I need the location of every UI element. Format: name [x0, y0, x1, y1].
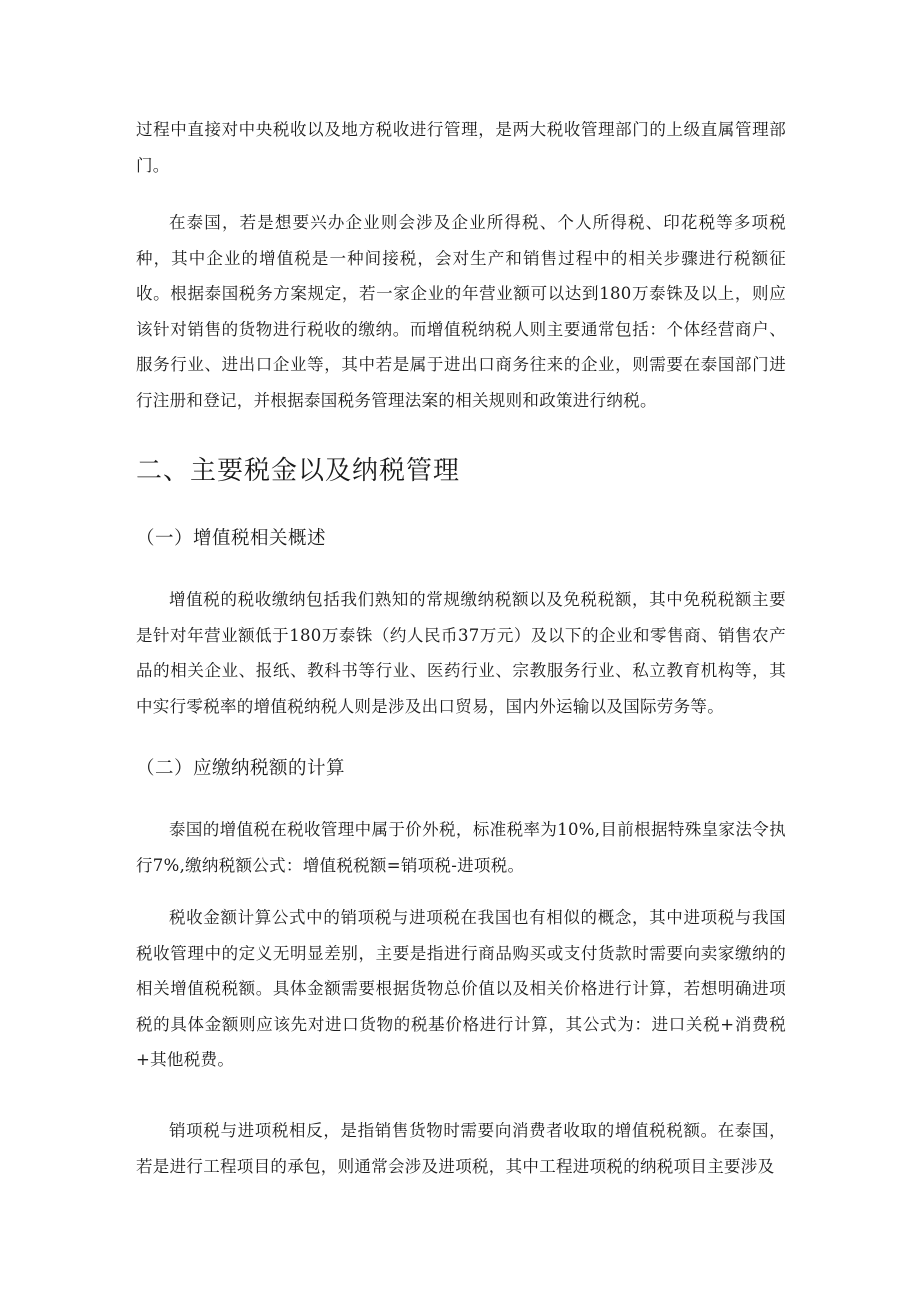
- paragraph-thailand-taxes: 在泰国，若是想要兴办企业则会涉及企业所得税、个人所得税、印花税等多项税种，其中企业的增值税是一种间接税，会对生产和销售过程中的相关步骤进行税额征收。根据泰国税务方案规定，若一家企业的年营业额可以达到180万泰铢及以上，则应该针对销售的货物进行税收的缴纳。而增值税纳税人则主要通常包括：个体经营商户、服务行业、进出口企业等，其中若是属于进出口商务往来的企业，则需要在泰国部门进行注册和登记，并根据泰国税务管理法案的相关规则和政策进行纳税。: [136, 213, 786, 410]
- paragraph-vat-overview: 增值税的税收缴纳包括我们熟知的常规缴纳税额以及免税税额，其中免税税额主要是针对年营业额低于180万泰铢（约人民币37万元）及以下的企业和零售商、销售农产品的相关企业、报纸、教科书等行业、医药行业、宗教服务行业、私立教育机构等，其中实行零税率的增值税纳税人则是涉及出口贸易，国内外运输以及国际劳务等。: [136, 590, 786, 716]
- subsection-heading-vat-overview: （一）增值税相关概述: [136, 528, 327, 549]
- subsection-heading-tax-calculation: （二）应缴纳税额的计算: [136, 758, 346, 779]
- section-heading-main-taxes: 二、主要税金以及纳税管理: [136, 456, 461, 486]
- paragraph-vat-rate: 泰国的增值税在税收管理中属于价外税，标准税率为10%,目前根据特殊皇家法令执行7%,缴纳税额公式：增值税税额=销项税-进项税。: [136, 820, 786, 875]
- paragraph-continuation: 过程中直接对中央税收以及地方税收进行管理，是两大税收管理部门的上级直属管理部门。: [136, 120, 786, 175]
- paragraph-output-tax: 销项税与进项税相反，是指销售货物时需要向消费者收取的增值税税额。在泰国，若是进行工程项目的承包，则通常会涉及进项税，其中工程进项税的纳税项目主要涉及: [136, 1121, 786, 1176]
- paragraph-input-output-tax: 税收金额计算公式中的销项税与进项税在我国也有相似的概念，其中进项税与我国税收管理中的定义无明显差别，主要是指进行商品购买或支付货款时需要向卖家缴纳的相关增值税税额。具体金额需要根据货物总价值以及相关价格进行计算，若想明确进项税的具体金额则应该先对进口货物的税基价格进行计算，其公式为：进口关税+消费税+其他税费。: [136, 908, 786, 1069]
